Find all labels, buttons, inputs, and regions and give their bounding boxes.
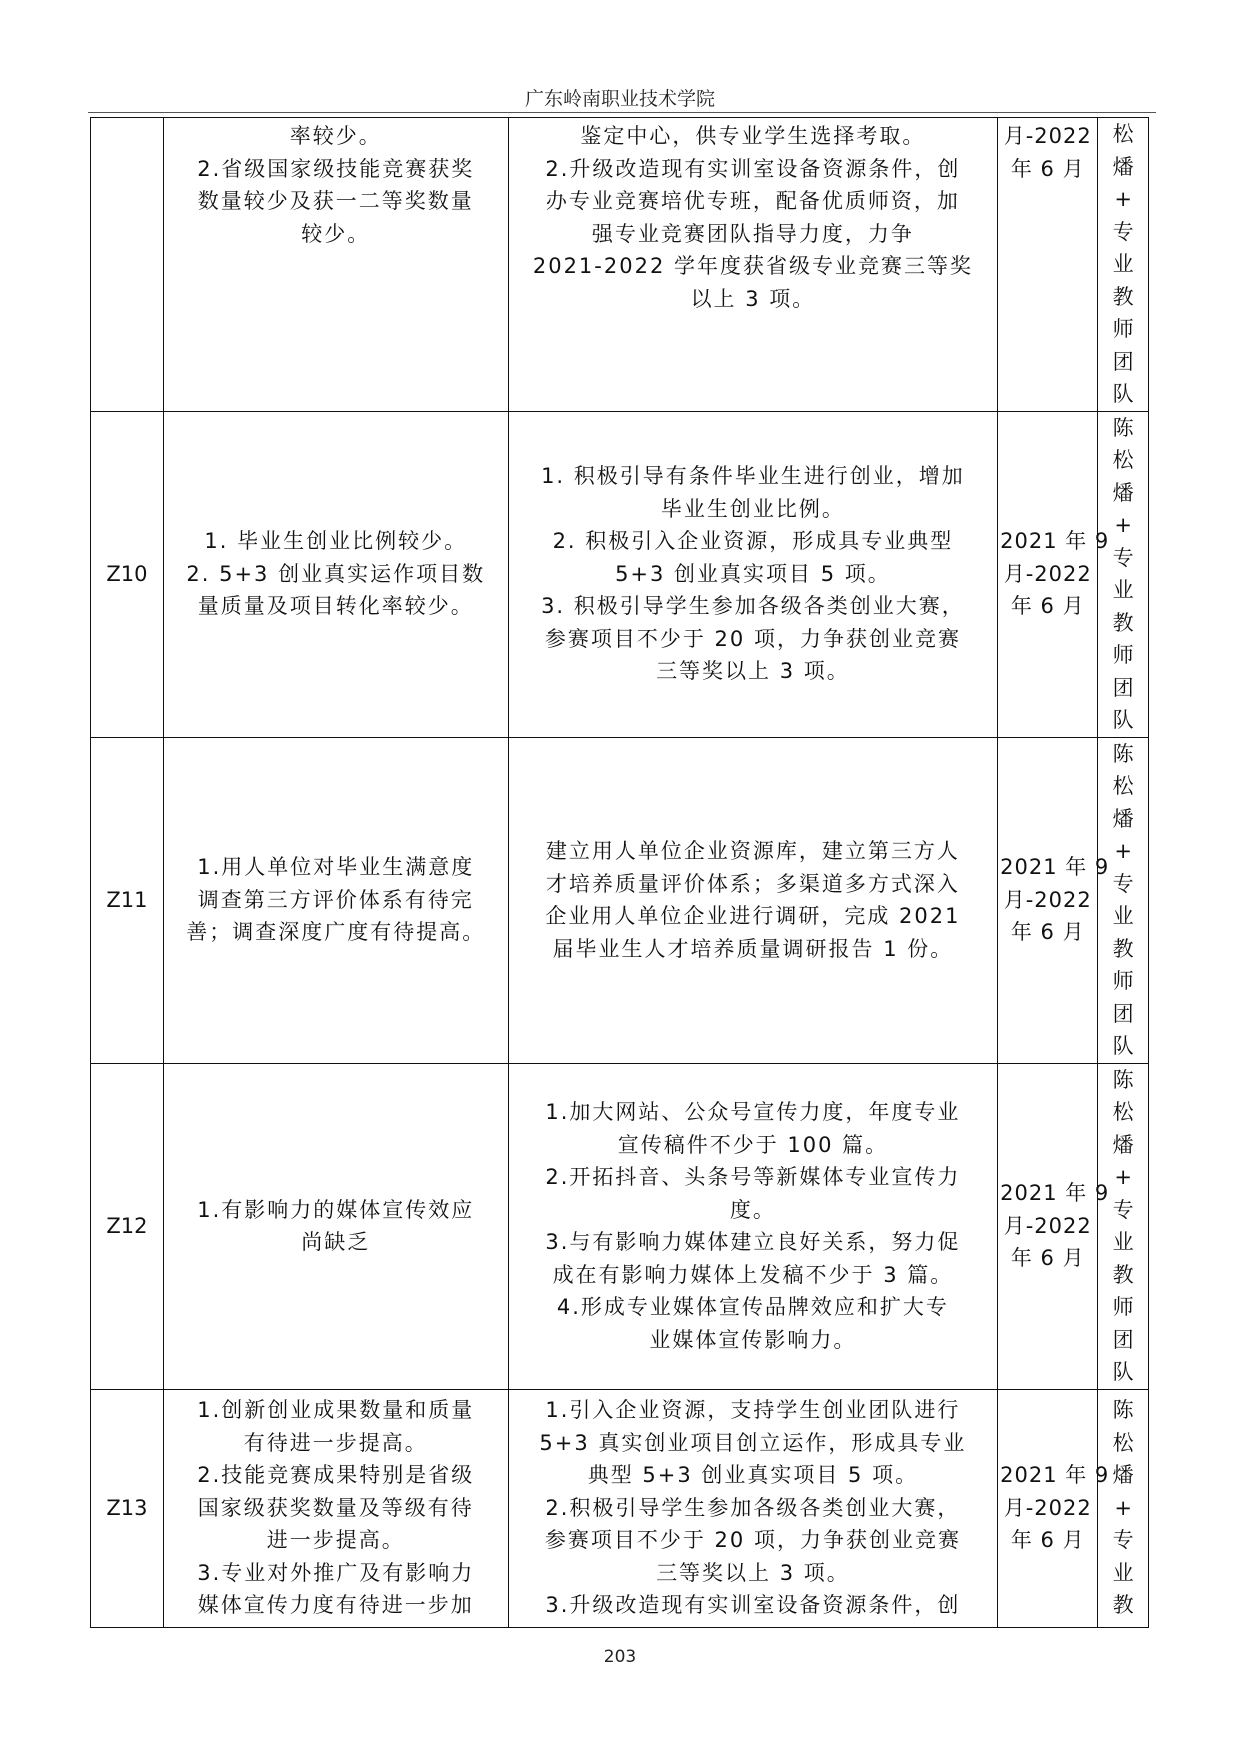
cell-line: 月-2022 — [1003, 1495, 1092, 1520]
page-number: 203 — [603, 1647, 637, 1667]
cell-line: 数量较少及获一二等奖数量 — [197, 189, 474, 213]
table-row — [91, 118, 1149, 412]
cell-line: 调查第三方评价体系有待完 — [197, 887, 474, 912]
problem-cell — [163, 118, 508, 412]
person-char: + — [1114, 513, 1132, 537]
person-char: 专 — [1112, 219, 1134, 244]
cell-line: 年 6 月 — [1010, 156, 1085, 181]
cell-line: 率较少。 — [289, 124, 382, 148]
cell-line: 3. 积极引导学生参加各级各类创业大赛， — [541, 594, 965, 619]
person-char: 业 — [1112, 904, 1134, 928]
person-char: 业 — [1112, 578, 1134, 602]
cell-line: 年 6 月 — [1010, 1246, 1085, 1271]
person-cell — [1098, 411, 1149, 737]
cell-line: 月-2022 — [1003, 561, 1092, 586]
measures-cell — [508, 737, 997, 1063]
time-cell — [998, 118, 1098, 412]
measures-cell — [508, 1389, 997, 1627]
person-char: 松 — [1112, 448, 1134, 472]
person-char: 业 — [1112, 1560, 1134, 1585]
person-char: 专 — [1112, 545, 1134, 570]
measures-cell — [508, 118, 997, 412]
page-header: 广东岭南职业技术学院 — [524, 88, 715, 110]
table-row — [91, 411, 1149, 737]
cell-line: 宣传稿件不少于 100 篇。 — [617, 1132, 889, 1157]
cell-line: 届毕业生人才培养质量调研报告 1 份。 — [552, 936, 954, 961]
row-id-cell — [91, 118, 164, 412]
measures-cell — [508, 411, 997, 737]
cell-line: 2.省级国家级技能竞赛获奖 — [197, 156, 475, 181]
cell-line: 1.创新创业成果数量和质量 — [197, 1398, 475, 1423]
cell-line: 年 6 月 — [1010, 594, 1085, 619]
person-cell — [1098, 1063, 1149, 1389]
person-char: 专 — [1112, 871, 1134, 896]
cell-line: 度。 — [729, 1197, 776, 1222]
person-char: 教 — [1112, 284, 1134, 309]
cell-line: 善；调查深度广度有待提高。 — [186, 920, 486, 945]
person-char: 队 — [1112, 1034, 1134, 1058]
table-row — [91, 1063, 1149, 1389]
time-cell — [998, 737, 1110, 1063]
table-row — [91, 737, 1149, 1063]
cell-line: 1. 积极引导有条件毕业生进行创业，增加 — [541, 464, 965, 489]
person-char: 业 — [1112, 252, 1134, 276]
problem-cell — [163, 737, 508, 1063]
cell-line: 较少。 — [301, 221, 371, 246]
cell-line: 2.开拓抖音、头条号等新媒体专业宣传力 — [545, 1165, 961, 1189]
person-char: 松 — [1112, 1430, 1134, 1455]
cell-line: 3.升级改造现有实训室设备资源条件，创 — [545, 1593, 961, 1618]
person-char: 教 — [1112, 1593, 1134, 1618]
time-cell — [998, 1389, 1110, 1627]
cell-line: 进一步提高。 — [266, 1528, 405, 1553]
cell-line: 年 6 月 — [1010, 920, 1085, 945]
cell-line: 以上 3 项。 — [690, 286, 816, 311]
cell-line: 2.积极引导学生参加各级各类创业大赛， — [545, 1495, 961, 1520]
person-char: 师 — [1112, 317, 1134, 341]
cell-line: 三等奖以上 3 项。 — [656, 659, 850, 684]
cell-line: 鉴定中心，供专业学生选择考取。 — [580, 124, 926, 148]
cell-line: 国家级获奖数量及等级有待 — [197, 1495, 474, 1520]
person-char: 教 — [1112, 936, 1134, 961]
cell-line: 2021 年 9 — [1000, 1463, 1110, 1488]
plan-table — [90, 117, 1149, 1628]
cell-line: 5+3 创业真实项目 5 项。 — [615, 561, 891, 586]
person-char: + — [1114, 839, 1132, 863]
person-char: 团 — [1112, 349, 1134, 374]
person-char: 业 — [1112, 1230, 1134, 1254]
row-id-cell: Z10 — [91, 411, 164, 737]
person-char: 师 — [1112, 1295, 1134, 1319]
person-char: 师 — [1112, 643, 1134, 667]
cell-line: 参赛项目不少于 20 项，力争获创业竞赛 — [544, 1528, 961, 1553]
person-char: 燔 — [1112, 1132, 1134, 1157]
person-cell — [1098, 737, 1149, 1063]
cell-line: 月-2022 — [1003, 887, 1092, 912]
cell-line: 2. 5+3 创业真实运作项目数 — [186, 561, 486, 586]
cell-line: 2021-2022 学年度获省级专业竞赛三等奖 — [532, 254, 973, 278]
person-char: 燔 — [1112, 154, 1134, 179]
header-rule — [88, 112, 1156, 113]
problem-cell — [163, 1063, 508, 1389]
cell-line: 3.专业对外推广及有影响力 — [197, 1560, 475, 1585]
cell-line: 才培养质量评价体系；多渠道多方式深入 — [545, 871, 960, 896]
person-char: 燔 — [1112, 1463, 1134, 1488]
person-char: 团 — [1112, 1327, 1134, 1352]
cell-line: 企业用人单位企业进行调研，完成 2021 — [545, 904, 961, 928]
person-char: + — [1114, 1165, 1132, 1189]
person-char: 团 — [1112, 1001, 1134, 1026]
cell-line: 5+3 真实创业项目创立运作，形成具专业 — [539, 1430, 967, 1455]
person-char: 松 — [1112, 122, 1134, 146]
cell-line: 2. 积极引入企业资源，形成具专业典型 — [552, 529, 954, 554]
person-cell — [1098, 118, 1149, 412]
row-id-cell: Z11 — [91, 737, 164, 1063]
cell-line: 媒体宣传力度有待进一步加 — [197, 1593, 474, 1618]
cell-line: 1.加大网站、公众号宣传力度，年度专业 — [545, 1100, 961, 1124]
cell-line: 强专业竞赛团队指导力度，力争 — [591, 221, 914, 246]
person-char: 专 — [1112, 1197, 1134, 1222]
problem-cell — [163, 411, 508, 737]
person-char: 队 — [1112, 708, 1134, 732]
cell-line: 月-2022 — [1003, 1213, 1092, 1238]
time-cell — [998, 411, 1110, 737]
measures-cell — [508, 1063, 997, 1389]
cell-line: 1.引入企业资源，支持学生创业团队进行 — [545, 1398, 961, 1423]
cell-line: 三等奖以上 3 项。 — [656, 1560, 850, 1585]
cell-line: 2021 年 9 — [1000, 529, 1110, 554]
cell-line: 1.用人单位对毕业生满意度 — [197, 855, 475, 880]
cell-line: 2021 年 9 — [1000, 855, 1110, 880]
cell-line: 3.与有影响力媒体建立良好关系，努力促 — [545, 1230, 961, 1254]
person-char: 陈 — [1112, 741, 1134, 766]
person-char: 队 — [1112, 382, 1134, 406]
problem-cell — [163, 1389, 508, 1627]
cell-line: 尚缺乏 — [301, 1230, 371, 1254]
person-char: + — [1114, 1495, 1132, 1520]
person-char: 教 — [1112, 1262, 1134, 1287]
cell-line: 办专业竞赛培优专班，配备优质师资，加 — [545, 189, 960, 213]
row-id-cell: Z13 — [91, 1389, 164, 1627]
cell-line: 毕业生创业比例。 — [660, 496, 845, 521]
time-cell — [998, 1063, 1110, 1389]
person-char: 团 — [1112, 675, 1134, 700]
person-char: 陈 — [1112, 1067, 1134, 1092]
cell-line: 2021 年 9 — [1000, 1181, 1110, 1206]
person-char: 队 — [1112, 1360, 1134, 1384]
cell-line: 参赛项目不少于 20 项，力争获创业竞赛 — [544, 626, 961, 651]
cell-line: 业媒体宣传影响力。 — [649, 1327, 857, 1352]
person-char: + — [1114, 187, 1132, 211]
cell-line: 4.形成专业媒体宣传品牌效应和扩大专 — [556, 1295, 949, 1319]
person-char: 松 — [1112, 1100, 1134, 1124]
person-char: 教 — [1112, 610, 1134, 635]
cell-line: 1.有影响力的媒体宣传效应 — [197, 1197, 475, 1222]
person-char: 陈 — [1112, 415, 1134, 440]
cell-line: 2.技能竞赛成果特别是省级 — [197, 1463, 475, 1488]
cell-line: 月-2022 — [1003, 124, 1092, 148]
cell-line: 典型 5+3 创业真实项目 5 项。 — [587, 1463, 919, 1488]
person-char: 专 — [1112, 1528, 1134, 1553]
cell-line: 年 6 月 — [1010, 1528, 1085, 1553]
person-char: 陈 — [1112, 1398, 1134, 1423]
cell-line: 量质量及项目转化率较少。 — [197, 594, 474, 619]
person-char: 师 — [1112, 969, 1134, 993]
row-id-cell: Z12 — [91, 1063, 164, 1389]
cell-line: 1. 毕业生创业比例较少。 — [204, 529, 468, 554]
table-row — [91, 1389, 1149, 1627]
cell-line: 有待进一步提高。 — [243, 1430, 428, 1455]
cell-line: 建立用人单位企业资源库，建立第三方人 — [545, 839, 960, 863]
person-char: 燔 — [1112, 806, 1134, 831]
cell-line: 成在有影响力媒体上发稿不少于 3 篇。 — [552, 1262, 954, 1287]
person-cell — [1098, 1389, 1149, 1627]
person-char: 燔 — [1112, 480, 1134, 505]
cell-line: 2.升级改造现有实训室设备资源条件，创 — [545, 156, 961, 181]
person-char: 松 — [1112, 774, 1134, 798]
